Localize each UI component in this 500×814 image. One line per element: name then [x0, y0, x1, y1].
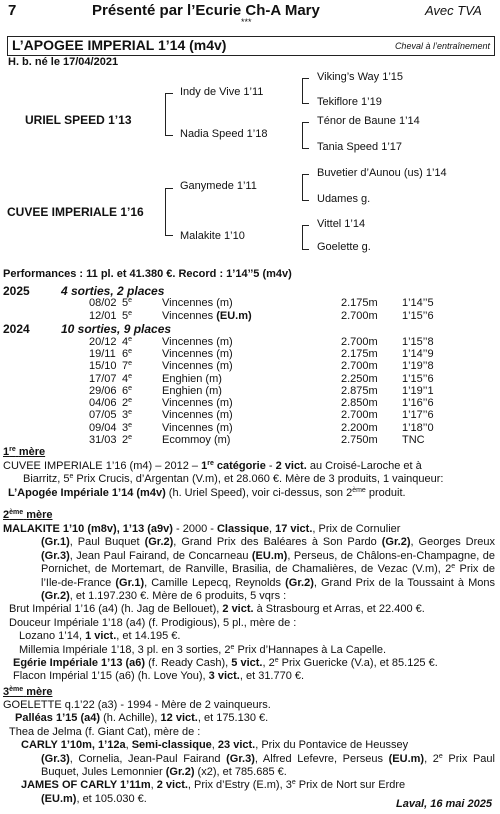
horse-birth: H. b. né le 17/04/2021: [8, 56, 119, 68]
race-distance: 2.175m: [341, 348, 378, 360]
dam3-title: 3ème mère: [3, 686, 53, 698]
tva-label: Avec TVA: [425, 3, 482, 18]
race-time: 1’19’’1: [402, 385, 434, 397]
ancestor-3: Ténor de Baune 1’14: [317, 115, 420, 127]
race-distance: 2.250m: [341, 373, 378, 385]
race-date: 20/12: [89, 336, 117, 348]
bracket-g3: [302, 174, 303, 200]
race-row: [0, 397, 500, 409]
race-row: [0, 360, 500, 372]
race-track: Vincennes (m): [162, 422, 233, 434]
page-number: 7: [8, 2, 17, 19]
dam-sire: Ganymede 1’11: [180, 180, 257, 192]
race-date: 15/10: [89, 360, 117, 372]
ancestor-4: Tania Speed 1’17: [317, 141, 403, 153]
race-distance: 2.875m: [341, 385, 378, 397]
ancestor-2: Tekiflore 1’19: [317, 96, 382, 108]
race-date: 09/04: [89, 422, 117, 434]
bracket-g4: [302, 225, 303, 249]
race-date: 17/07: [89, 373, 117, 385]
sire-dam: Nadia Speed 1’18: [180, 128, 268, 140]
ancestor-8: Goelette g.: [317, 241, 371, 253]
race-distance: 2.750m: [341, 434, 378, 446]
race-row: [0, 310, 500, 322]
race-row: [0, 373, 500, 385]
race-row: [0, 422, 500, 434]
race-time: 1’15’’6: [402, 310, 434, 322]
sire-sire: Indy de Vive 1’11: [180, 86, 264, 98]
bracket-dam: [165, 188, 166, 235]
race-time: 1’15’’8: [402, 336, 434, 348]
race-distance: 2.850m: [341, 397, 378, 409]
horse-status: Cheval à l’entraînement: [394, 41, 490, 51]
dam-dam: Malakite 1’10: [180, 230, 245, 242]
dam1-text: CUVEE IMPERIALE 1’16 (m4) – 2012 – 1re catégorie - 2 vict. au Croisé-Laroche et à Biarritz, 5e Prix Crucis, d’Argentan (V.m), et 28.060 €. Mère de 3 produits, 1 vainqueur: L’Apogée Impériale 1’14 (m4v) (h. Uriel Speed), voir ci-dessus, son 2ème produit.: [3, 460, 444, 499]
race-distance: 2.700m: [341, 310, 378, 322]
race-time: TNC: [402, 434, 425, 446]
race-date: 07/05: [89, 409, 117, 421]
race-time: 1’14’’5: [402, 297, 434, 309]
year-2025-summary: 4 sorties, 2 places: [61, 284, 165, 298]
presenter-title: Présenté par l’Ecurie Ch-A Mary: [92, 2, 320, 19]
race-track: Vincennes (EU.m): [162, 310, 252, 322]
race-track: Enghien (m): [162, 373, 222, 385]
race-track: Vincennes (m): [162, 409, 233, 421]
race-place: 6e: [122, 385, 133, 397]
race-distance: 2.200m: [341, 422, 378, 434]
race-row: [0, 434, 500, 446]
horse-name: L’APOGEE IMPERIAL 1’14 (m4v): [12, 37, 227, 53]
race-date: 04/06: [89, 397, 117, 409]
sire-name: URIEL SPEED 1’13: [25, 113, 132, 127]
performances-summary: Performances : 11 pl. et 41.380 €. Record : 1’14’’5 (m4v): [3, 268, 292, 280]
race-track: Vincennes (m): [162, 397, 233, 409]
race-place: 3e: [122, 422, 133, 434]
ancestor-6: Udames g.: [317, 193, 371, 205]
ancestor-1: Viking’s Way 1’15: [317, 71, 404, 83]
race-date: 12/01: [89, 310, 117, 322]
ancestor-5: Buvetier d’Aunou (us) 1’14: [317, 167, 447, 179]
race-place: 4e: [122, 336, 133, 348]
race-distance: 2.700m: [341, 360, 378, 372]
race-row: [0, 409, 500, 421]
year-2025: 2025: [3, 284, 30, 298]
race-track: Vincennes (m): [162, 336, 233, 348]
year-2024: 2024: [3, 322, 30, 336]
race-date: 19/11: [89, 348, 116, 360]
race-track: Vincennes (m): [162, 297, 233, 309]
header-stars: ***: [241, 17, 252, 27]
race-date: 31/03: [89, 434, 117, 446]
race-track: Vincennes (m): [162, 360, 233, 372]
race-row: [0, 385, 500, 397]
race-place: 7e: [122, 360, 133, 372]
ancestor-7: Vittel 1’14: [317, 218, 366, 230]
race-time: 1’19’’8: [402, 360, 434, 372]
race-track: Ecommoy (m): [162, 434, 231, 446]
race-row: [0, 336, 500, 348]
race-row: [0, 348, 500, 360]
race-place: 5e: [122, 310, 133, 322]
race-time: 1’18’’0: [402, 422, 434, 434]
race-place: 6e: [122, 348, 133, 360]
race-place: 4e: [122, 373, 133, 385]
race-track: Enghien (m): [162, 385, 222, 397]
dam2-title: 2ème mère: [3, 509, 53, 521]
dam3-text: GOELETTE q.1’22 (a3) - 1994 - Mère de 2 vainqueurs. Palléas 1’15 (a4) (h. Achille), 12 vict., et 175.130 €. Thea de Jelma (f. Giant Cat), mère de : CARLY 1’10m, 1’12a, Semi-classique, 23 vict., Prix du Pontavice de Heussey (Gr.3), Cornelia, Jean-Paul Fairand (Gr.3), Alfred Lefevre, Perseus (EU.m), 2e Prix Paul Buquet, Jules Lemonnier (Gr.2) (x2), et 785.685 €. JAMES OF CARLY 1’11m, 2 vict., Prix d’Estry (E.m), 3e Prix de Nort sur Erdre (EU.m), et 105.030 €.: [3, 699, 495, 805]
dam2-text: MALAKITE 1’10 (m8v), 1’13 (a9v) - 2000 - Classique, 17 vict., Prix de Cornulier (Gr.1), Paul Buquet (Gr.2), Grand Prix des Baléares à Son Pardo (Gr.2), Georges Dreux (Gr.3), Jean Paul Fairand, de Concarneau (EU.m), Perseus, de Châlons-en-Champagne, de Pornichet, de Mortemart, de Ranville, Brasilia, de Chamalières, de Vezac (V.m), 2e Prix de l’Ile-de-France (Gr.1), Camille Lepecq, Reynolds (Gr.2), Grand Prix de la Toussaint à Mons (Gr.2), et 1.197.230 €. Mère de 6 produits, 5 vqrs : Brut Impérial 1’16 (a4) (h. Jag de Bellouet), 2 vict. à Strasbourg et Arras, et 22.400 €. Douceur Impériale 1’18 (a4) (f. Prodigious), 5 pl., mère de : Lozano 1’14, 1 vict., et 14.195 €. Millemia Impériale 1’18, 3 pl. en 3 sorties, 2e Prix d’Hannapes à La Capelle. Egérie Impériale 1’13 (a6) (f. Ready Cash), 5 vict., 2e Prix Guericke (V.a), et 85.125 €. Flacon Impérial 1’15 (a6) (h. Love You), 3 vict., et 31.770 €.: [3, 523, 496, 683]
dam1-title: 1re mère: [3, 446, 46, 458]
bracket-sire: [165, 93, 166, 135]
bracket-g2: [302, 122, 303, 148]
race-place: 3e: [122, 409, 133, 421]
race-distance: 2.700m: [341, 409, 378, 421]
race-distance: 2.175m: [341, 297, 378, 309]
bracket-g1: [302, 78, 303, 103]
race-track: Vincennes (m): [162, 348, 233, 360]
horse-title-box: [7, 36, 495, 56]
race-distance: 2.700m: [341, 336, 378, 348]
race-date: 29/06: [89, 385, 117, 397]
race-place: 2e: [122, 434, 133, 446]
race-time: 1’15’’6: [402, 373, 434, 385]
race-date: 08/02: [89, 297, 117, 309]
race-time: 1’16’’6: [402, 397, 434, 409]
race-row: [0, 297, 500, 309]
race-time: 1’17’’6: [402, 409, 434, 421]
race-place: 2e: [122, 397, 133, 409]
dam-name: CUVEE IMPERIALE 1’16: [7, 205, 144, 219]
race-place: 5e: [122, 297, 133, 309]
footer-place-date: Laval, 16 mai 2025: [395, 798, 492, 810]
year-2024-summary: 10 sorties, 9 places: [61, 322, 172, 336]
race-time: 1’14’’9: [402, 348, 434, 360]
